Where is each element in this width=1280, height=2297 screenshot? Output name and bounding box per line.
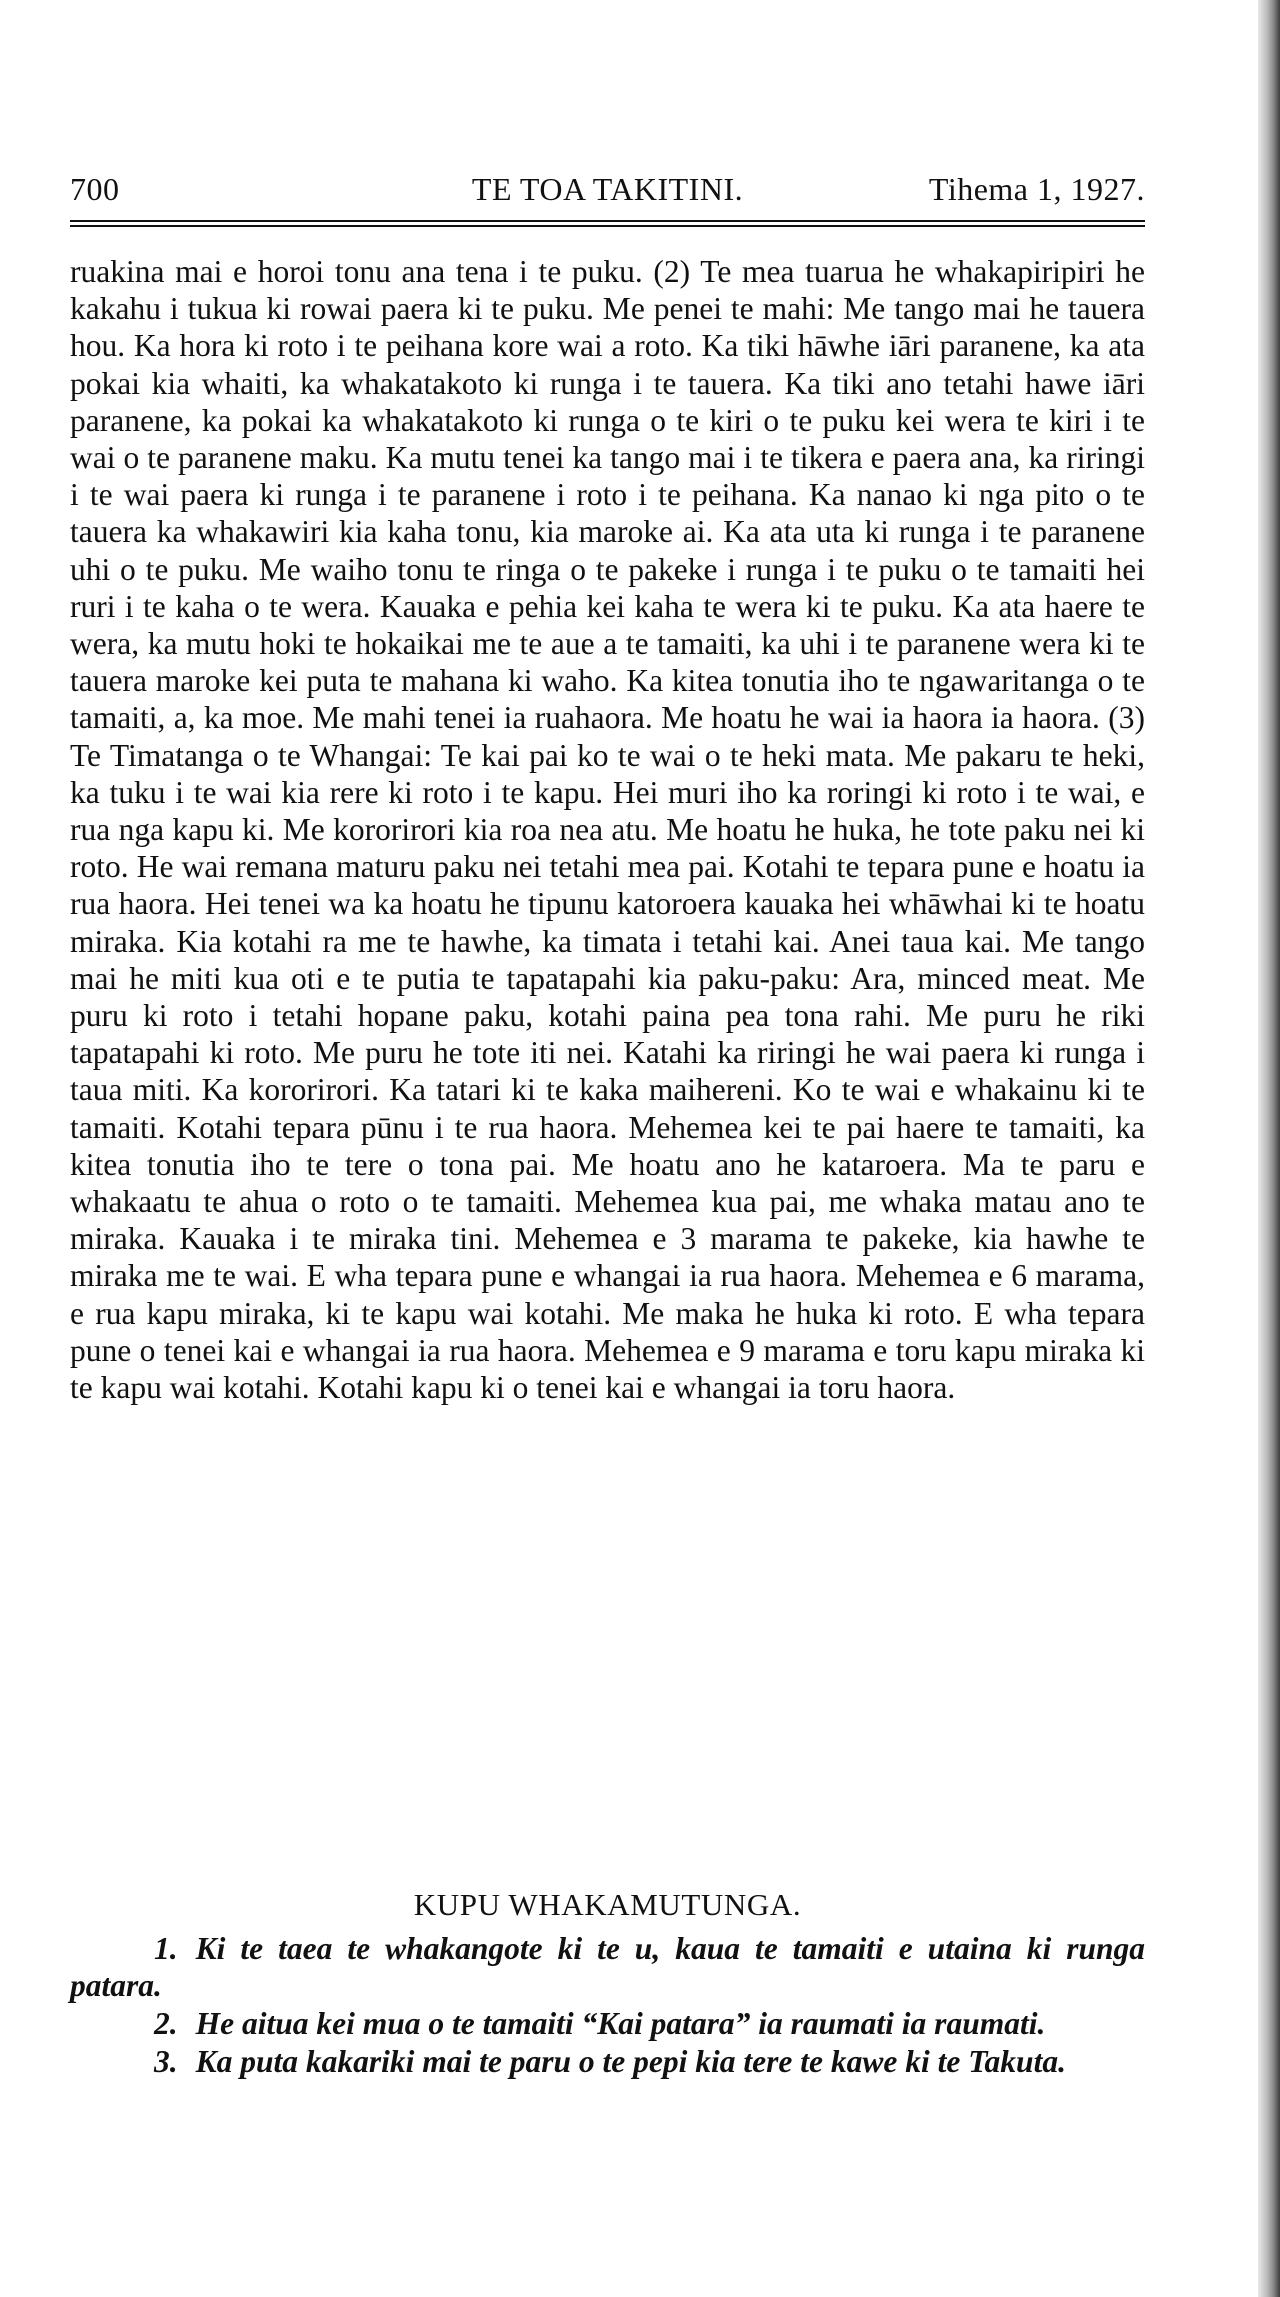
article-body — [70, 253, 1145, 1406]
running-head — [70, 166, 1145, 212]
list-item — [70, 2005, 1145, 2042]
list-item — [70, 2043, 1145, 2080]
list-item-number: 3. — [154, 2044, 178, 2079]
list-item-text: Ki te taea te whakangote ki te u, kaua te tamaiti e utaina ki runga patara. — [70, 1931, 1145, 2003]
list-item — [70, 1930, 1145, 2004]
header-double-rule — [70, 220, 1145, 227]
list-item-text: He aitua kei mua o te tamaiti “Kai patara” ia raumati ia raumati. — [195, 2006, 1046, 2041]
closing-advice-list — [70, 1930, 1145, 2081]
page-number: 700 — [70, 171, 120, 207]
issue-date: Tihema 1, 1927. — [928, 171, 1145, 207]
list-item-number: 1. — [154, 1931, 178, 1966]
body-paragraph: ruakina mai e horoi tonu ana tena i te puku. (2) Te mea tuarua he whakapiripiri he kakahu i tukua ki rowai paera ki te puku. Me penei te mahi: Me tango mai he tauera hou. Ka hora ki roto i te peihana kore wai a roto. Ka tiki hāwhe iāri paranene, ka ata pokai kia whaiti, ka whakatakoto ki runga i te tauera. Ka tiki ano tetahi hawe iāri paranene, ka pokai ka whakatakoto ki runga o te kiri o te puku kei wera te kiri i te wai o te paranene maku. Ka mutu tenei ka tango mai i te tikera e paera ana, ka riringi i te wai paera ki runga i te paranene i roto i te peihana. Ka nanao ki nga pito o te tauera ka whakawiri kia kaha tonu, kia maroke ai. Ka ata uta ki runga i te paranene uhi o te puku. Me waiho tonu te ringa o te pakeke i runga i te puku o te tamaiti hei ruri i te kaha o te wera. Kauaka e pehia kei kaha te wera ki te puku. Ka ata haere te wera, ka mutu hoki te hokaikai me te aue a te tamaiti, ka uhi i te paranene wera ki te tauera maroke kei puta te mahana ki waho. Ka kitea tonutia iho te ngawaritanga o te tamaiti, a, ka moe. Me mahi tenei ia ruahaora. Me hoatu he wai ia haora ia haora. (3) Te Timatanga o te Whangai: Te kai pai ko te wai o te heki mata. Me pakaru te heki, ka tuku i te wai kia rere ki roto i te kapu. Hei muri iho ka roringi ki roto i te wai, e rua nga kapu ki. Me kororirori kia roa nea atu. Me hoatu he huka, he tote paku nei ki roto. He wai remana maturu paku nei tetahi mea pai. Kotahi te tepara pune e hoatu ia rua haora. Hei tenei wa ka hoatu he tipunu katoroera kauaka hei whāwhai ki te hoatu miraka. Kia kotahi ra me te hawhe, ka timata i tetahi kai. Anei taua kai. Me tango mai he miti kua oti e te putia te tapatapahi kia paku-paku: Ara, minced meat. Me puru ki roto i tetahi hopane paku, kotahi paina pea tona rahi. Me puru he riki tapatapahi ki roto. Me puru he tote iti nei. Katahi ka riringi he wai paera ki runga i taua miti. Ka kororirori. Ka tatari ki te kaka maihereni. Ko te wai e whakainu ki te tamaiti. Kotahi tepara pūnu i te rua haora. Mehemea kei te pai haere te tamaiti, ka kitea tonutia iho te tere o tona pai. Me hoatu ano he kataroera. Ma te paru e whakaatu te ahua o roto o te tamaiti. Mehemea kua pai, me whaka matau ano te miraka. Kauaka i te miraka tini. Mehemea e 3 marama te pakeke, kia hawhe te miraka me te wai. E wha tepara pune e whangai ia rua haora. Mehemea e 6 marama, e rua kapu miraka, ki te kapu wai kotahi. Me maka he huka ki roto. E wha tepara pune o tenei kai e whangai ia rua haora. Mehemea e 9 marama e toru kapu miraka ki te kapu wai kotahi. Kotahi kapu ki o tenei kai e whangai ia toru haora. — [70, 254, 1145, 1406]
section-heading: KUPU WHAKAMUTUNGA. — [413, 1887, 802, 1922]
list-item-number: 2. — [154, 2006, 178, 2041]
list-item-text: Ka puta kakariki mai te paru o te pepi kia tere te kawe ki te Takuta. — [195, 2044, 1066, 2079]
journal-title: TE TOA TAKITINI. — [471, 171, 744, 207]
page-edge-shadow — [1258, 0, 1280, 2297]
